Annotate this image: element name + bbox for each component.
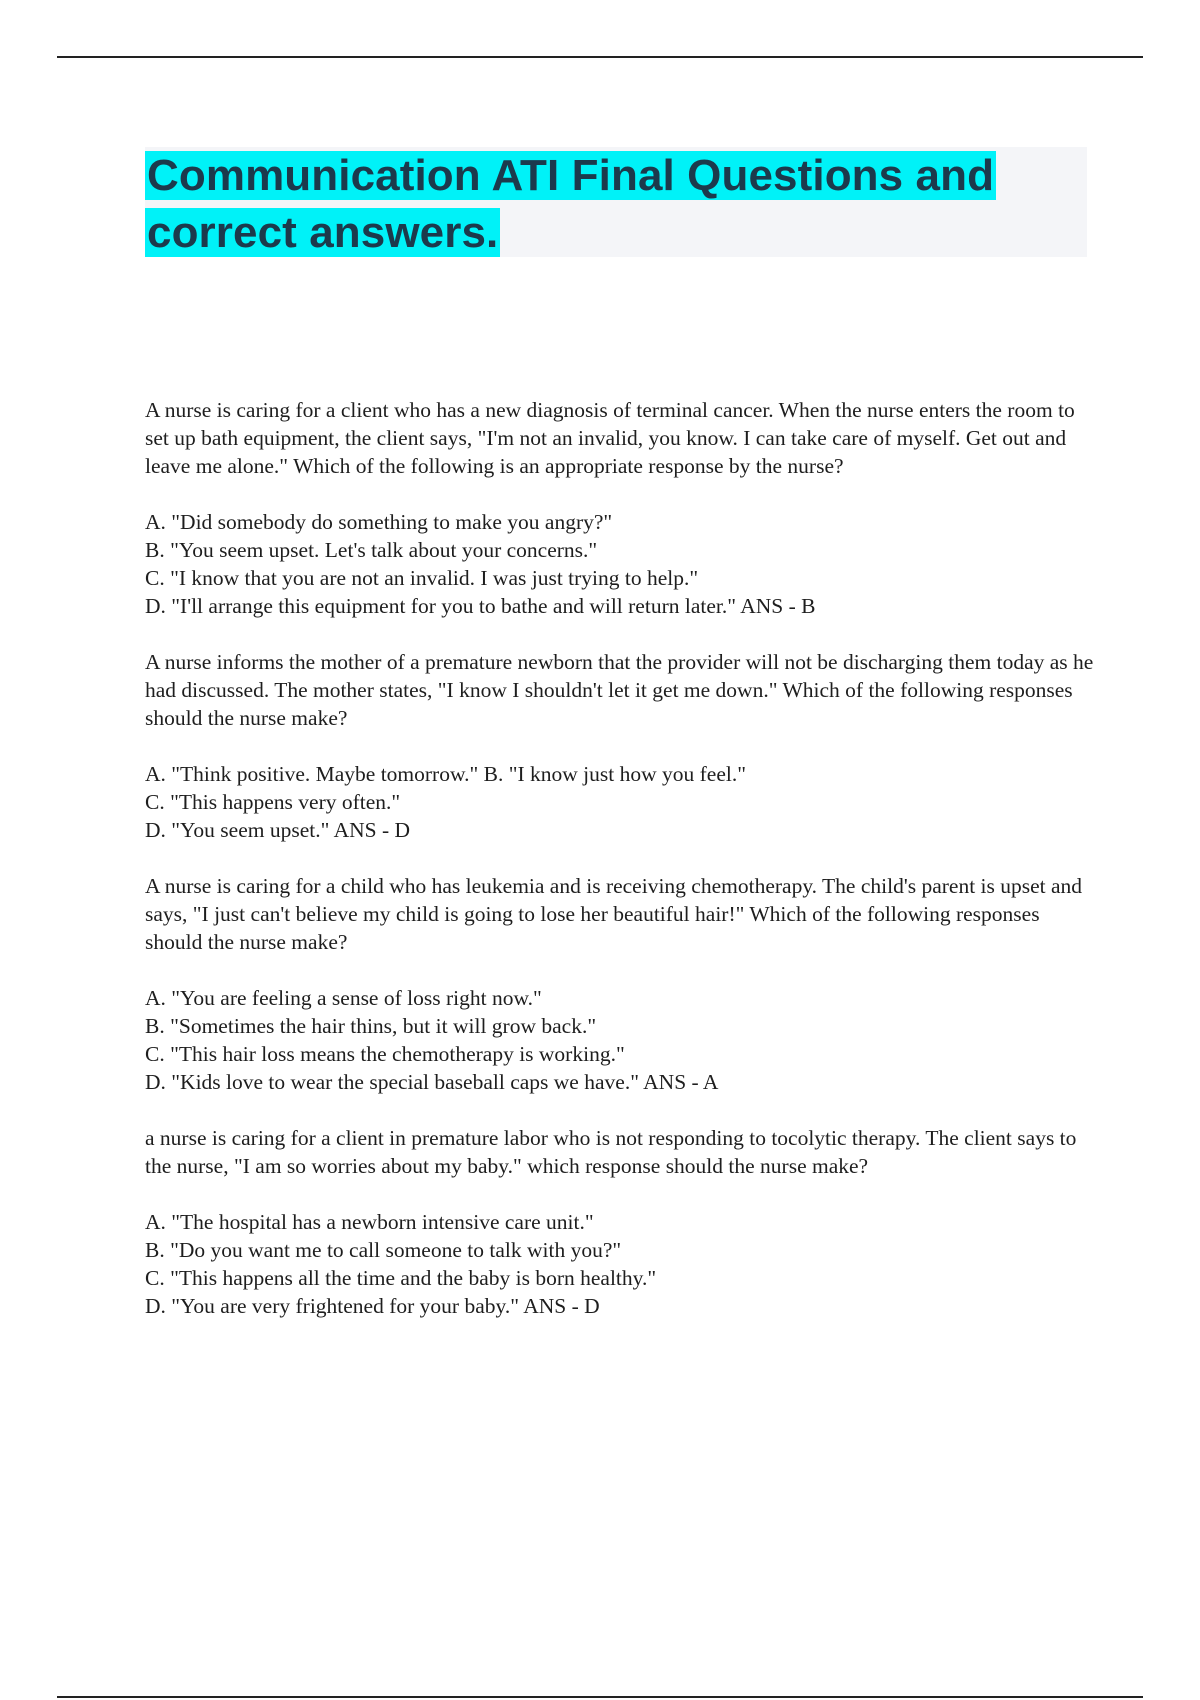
option-d-with-answer: D. "I'll arrange this equipment for you to bathe and will return later." ANS - B bbox=[145, 594, 816, 618]
option-b: B. "Do you want me to call someone to talk with you?" bbox=[145, 1238, 622, 1262]
title-block bbox=[145, 147, 1087, 257]
question-list bbox=[145, 396, 1095, 1348]
option-d-with-answer: D. "You seem upset." ANS - D bbox=[145, 818, 411, 842]
option-c: C. "This hair loss means the chemotherapy is working." bbox=[145, 1042, 625, 1066]
option-a: A. "Did somebody do something to make you angry?" bbox=[145, 510, 613, 534]
document-title bbox=[145, 147, 1087, 261]
option-c: C. "I know that you are not an invalid. I was just trying to help." bbox=[145, 566, 699, 590]
option-d-with-answer: D. "Kids love to wear the special baseball caps we have." ANS - A bbox=[145, 1070, 719, 1094]
question-3 bbox=[145, 872, 1095, 1096]
option-d-with-answer: D. "You are very frightened for your baby." ANS - D bbox=[145, 1294, 600, 1318]
title-highlight: Communication ATI Final Questions and correct answers. bbox=[147, 151, 995, 257]
answer-options bbox=[145, 984, 1095, 1096]
top-rule bbox=[57, 56, 1143, 58]
answer-options bbox=[145, 508, 1095, 620]
question-1 bbox=[145, 396, 1095, 620]
option-a: A. "The hospital has a newborn intensive care unit." bbox=[145, 1210, 594, 1234]
question-2 bbox=[145, 648, 1095, 844]
option-a: A. "You are feeling a sense of loss right now." bbox=[145, 986, 542, 1010]
option-c: C. "This happens very often." bbox=[145, 790, 401, 814]
bottom-rule bbox=[57, 1696, 1143, 1698]
option-a-b: A. "Think positive. Maybe tomorrow." B. "I know just how you feel." bbox=[145, 762, 747, 786]
question-text: A nurse informs the mother of a premature newborn that the provider will not be discharging them today as he had discussed. The mother states, "I know I shouldn't let it get me down." Which of the following responses should the nurse make? bbox=[145, 650, 1094, 730]
answer-options bbox=[145, 1208, 1095, 1320]
question-text: a nurse is caring for a client in premature labor who is not responding to tocolytic therapy. The client says to the nurse, "I am so worries about my baby." which response should the nurse make? bbox=[145, 1126, 1077, 1178]
question-4 bbox=[145, 1124, 1095, 1320]
option-b: B. "Sometimes the hair thins, but it will grow back." bbox=[145, 1014, 597, 1038]
option-c: C. "This happens all the time and the baby is born healthy." bbox=[145, 1266, 657, 1290]
answer-options bbox=[145, 760, 1095, 844]
question-text: A nurse is caring for a client who has a new diagnosis of terminal cancer. When the nurse enters the room to set up bath equipment, the client says, "I'm not an invalid, you know. I can take care of myself. Get out and leave me alone." Which of the following is an appropriate response by the nurse? bbox=[145, 398, 1075, 478]
option-b: B. "You seem upset. Let's talk about your concerns." bbox=[145, 538, 598, 562]
question-text: A nurse is caring for a child who has leukemia and is receiving chemotherapy. The child's parent is upset and says, "I just can't believe my child is going to lose her beautiful hair!" Which of the following responses should the nurse make? bbox=[145, 874, 1083, 954]
